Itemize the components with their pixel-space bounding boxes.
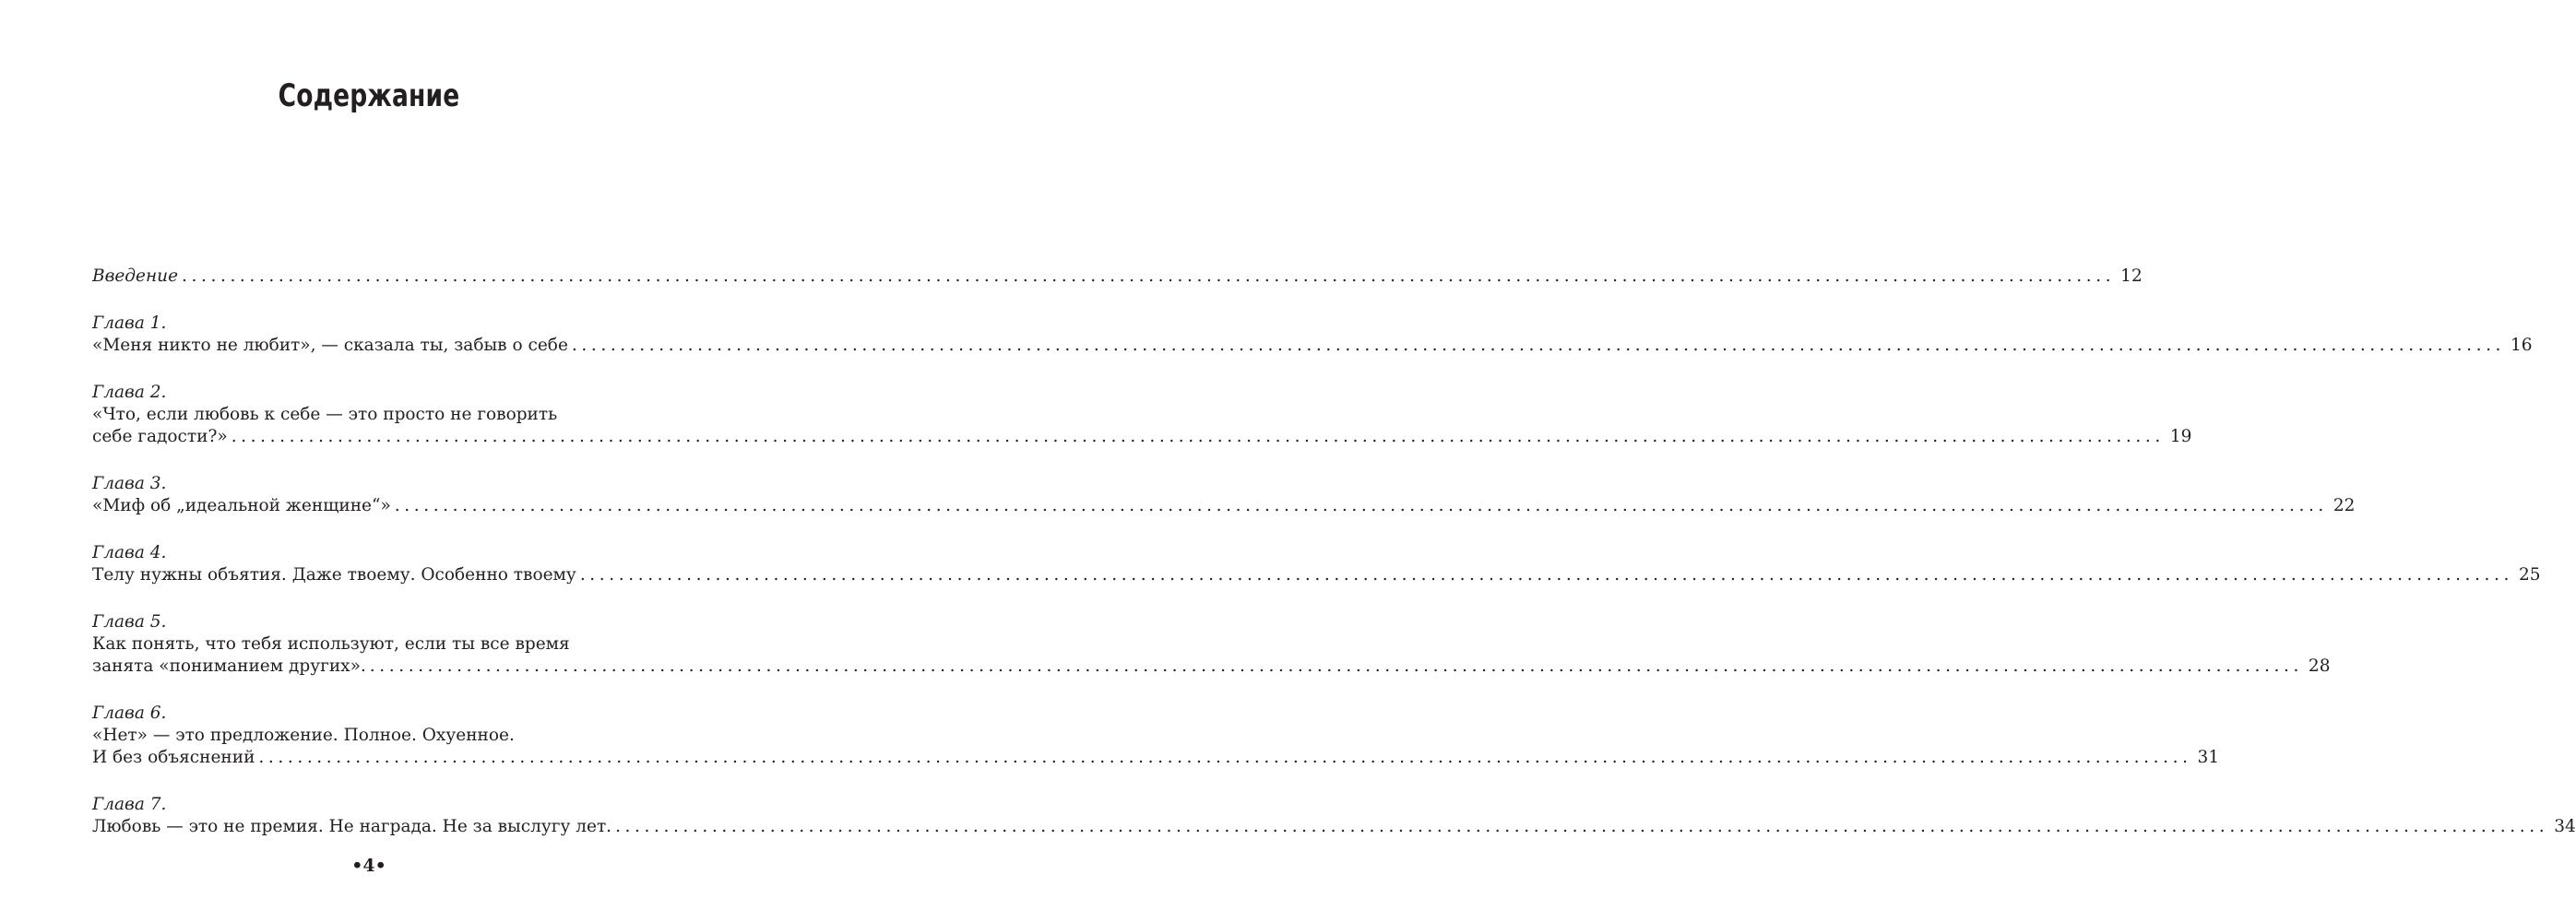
toc-row (92, 266, 2143, 288)
toc-row (92, 335, 2533, 357)
dot-leader: ........................................................................................................................................................................................................ (615, 817, 2549, 836)
toc-row (92, 495, 2356, 517)
toc-row (92, 656, 2331, 678)
toc-page-number: 34 (2554, 817, 2576, 836)
toc-entry-title: И без объяснений (92, 748, 255, 767)
chapter-label: Глава 5. (92, 612, 167, 632)
toc-entry-title: занята «пониманием других». (92, 656, 366, 676)
toc-page-number: 16 (2511, 336, 2533, 355)
dot-leader: ........................................................................................................................................................................................................ (571, 336, 2506, 355)
toc-entry-title-line: «Что, если любовь к себе — это просто не говорить (92, 405, 558, 424)
dot-leader: ........................................................................................................................................................................................................ (369, 656, 2303, 676)
toc-page-number: 31 (2197, 748, 2220, 767)
toc-entry-title: Введение (92, 266, 179, 286)
dot-leader: ........................................................................................................................................................................................................ (231, 427, 2165, 446)
dot-leader: ........................................................................................................................................................................................................ (182, 266, 2116, 286)
toc-entry-title-line: «Нет» — это предложение. Полное. Охуенное. (92, 726, 515, 745)
toc-row (92, 426, 2192, 448)
toc-entry-chapter-6[interactable] (92, 703, 2220, 769)
toc-page-number: 25 (2518, 565, 2541, 585)
toc-entry-title: Телу нужны объятия. Даже твоему. Особенно твоему (92, 565, 576, 585)
toc-page-number: 19 (2169, 427, 2192, 446)
toc-entry-chapter-7[interactable] (92, 794, 2576, 838)
toc-entry-title: себе гадости?» (92, 427, 228, 446)
table-of-contents (92, 266, 2576, 838)
dot-leader: ........................................................................................................................................................................................................ (394, 496, 2328, 515)
page-number: •4• (351, 856, 386, 876)
toc-entry-intro[interactable] (92, 266, 2143, 288)
toc-entry-chapter-4[interactable] (92, 542, 2541, 586)
toc-row (92, 747, 2220, 769)
dot-leader: ........................................................................................................................................................................................................ (258, 748, 2192, 767)
toc-page-number: 12 (2120, 266, 2143, 286)
toc-entry-title-line: Как понять, что тебя используют, если ты все время (92, 634, 570, 654)
toc-entry-title: «Миф об „идеальной женщине“» (92, 496, 391, 515)
chapter-label: Глава 2. (92, 383, 167, 402)
toc-row (92, 564, 2541, 586)
toc-entry-title: Любовь — это не премия. Не награда. Не за выслугу лет. (92, 817, 612, 836)
chapter-label: Глава 1. (92, 313, 167, 333)
chapter-label: Глава 4. (92, 543, 167, 562)
dot-leader: ........................................................................................................................................................................................................ (579, 565, 2513, 585)
toc-entry-chapter-5[interactable] (92, 611, 2331, 678)
toc-page-number: 22 (2333, 496, 2356, 515)
toc-entry-title: «Меня никто не любит», — сказала ты, забыв о себе (92, 336, 568, 355)
page-title: Содержание (278, 77, 460, 114)
chapter-label: Глава 6. (92, 703, 167, 723)
toc-entry-chapter-3[interactable] (92, 473, 2356, 517)
toc-entry-chapter-1[interactable] (92, 313, 2533, 357)
chapter-label: Глава 7. (92, 795, 167, 814)
toc-row (92, 816, 2576, 838)
toc-entry-chapter-2[interactable] (92, 382, 2192, 448)
toc-page-number: 28 (2308, 656, 2331, 676)
chapter-label: Глава 3. (92, 474, 167, 493)
